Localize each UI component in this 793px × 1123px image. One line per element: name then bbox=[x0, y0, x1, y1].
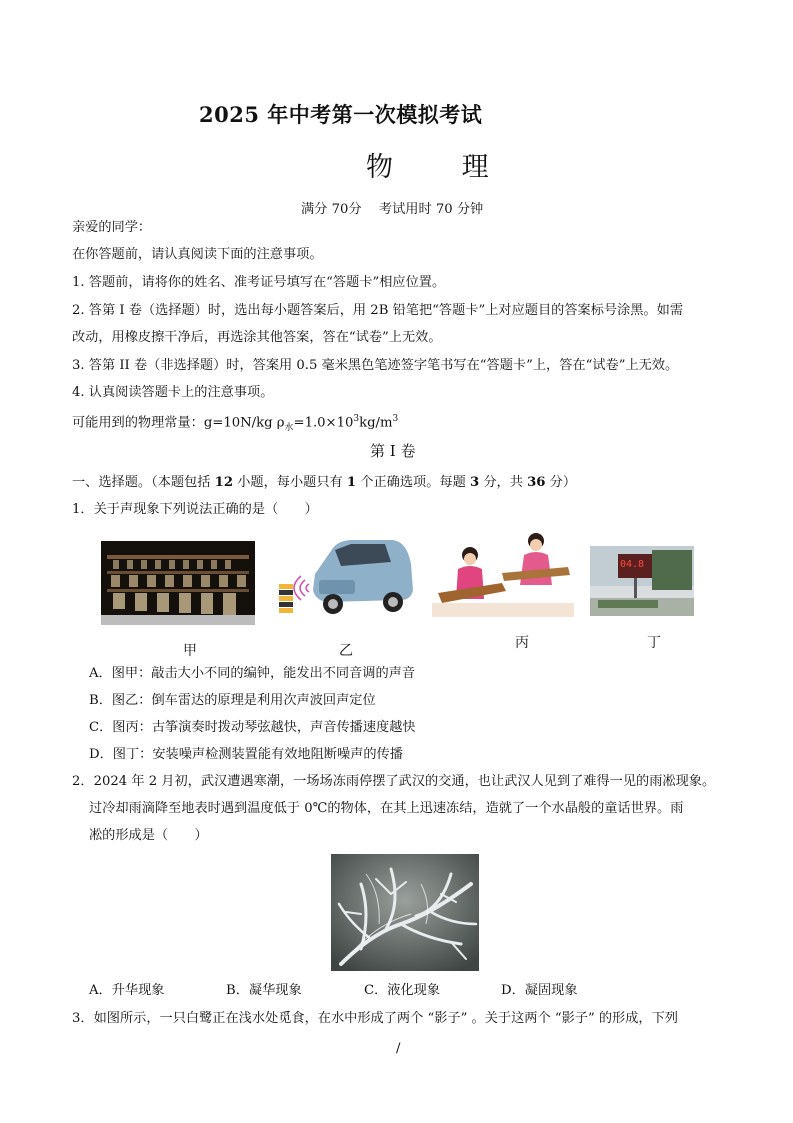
part1-count: 12 bbox=[214, 475, 234, 490]
q2-option-a: A．升华现象 bbox=[89, 983, 165, 998]
noise-monitor-image bbox=[590, 546, 694, 616]
q1-option-d: D．图丁：安装噪声检测装置能有效地阻断噪声的传播 bbox=[89, 747, 403, 762]
guzheng-players-image bbox=[432, 529, 574, 617]
constants-unit: kg/m bbox=[359, 415, 393, 431]
part1-correct-count: 1 bbox=[346, 475, 357, 490]
part1-text-b: 小题，每小题只有 bbox=[233, 475, 347, 490]
q1-option-c: C．图丙：古筝演奏时拨动琴弦越快，声音传播速度越快 bbox=[89, 720, 416, 735]
q1-option-a: A．图甲：敲击大小不同的编钟，能发出不同音调的声音 bbox=[89, 666, 416, 681]
q2-line-1: 2．2024 年 2 月初，武汉遭遇寒潮，一场场冻雨停摆了武汉的交通，也让武汉人见到了难得一见的雨凇现象。 bbox=[72, 774, 716, 789]
section-title: 第 I 卷 bbox=[370, 442, 416, 460]
rime-ice-image bbox=[331, 854, 479, 971]
note-2: 2. 答第 I 卷（选择题）时，选出每小题答案后，用 2B 铅笔把“答题卡”上对应题目的答案标号涂黑。如需 bbox=[72, 303, 683, 318]
part1-text-a: 一、选择题。（本题包括 bbox=[72, 475, 215, 490]
greeting: 亲爱的同学： bbox=[72, 220, 152, 235]
exam-title: 2025 年中考第一次模拟考试 bbox=[199, 102, 483, 127]
q1-stem: 1．关于声现象下列说法正确的是（ ） bbox=[72, 502, 318, 517]
noise-monitor-reading: 04.8 bbox=[620, 559, 645, 570]
intro-line: 在你答题前，请认真阅读下面的注意事项。 bbox=[72, 247, 323, 262]
physics-constants bbox=[72, 410, 398, 437]
subject-title: 物 理 bbox=[366, 152, 519, 183]
q2-option-b: B．凝华现象 bbox=[226, 983, 302, 998]
q2-line-2: 过冷却雨滴降至地表时遇到温度低于 0℃的物体，在其上迅速冻结，造就了一个水晶般的童话世界。雨 bbox=[89, 801, 684, 816]
constants-subscript: 水 bbox=[284, 423, 294, 434]
page-footer: / bbox=[396, 1041, 401, 1056]
part1-points-each: 3 bbox=[469, 475, 480, 490]
part1-text-d: 分，共 bbox=[479, 475, 528, 490]
part1-text-c: 个正确选项。每题 bbox=[356, 475, 470, 490]
q2-option-d: D．凝固现象 bbox=[501, 983, 578, 998]
q2-option-c: C．液化现象 bbox=[364, 983, 441, 998]
parking-radar-car-image bbox=[275, 534, 417, 620]
note-2-continued: 改动，用橡皮擦干净后，再选涂其他答案，答在“试卷”上无效。 bbox=[72, 330, 442, 345]
constants-unit-exponent: 3 bbox=[392, 414, 399, 424]
q2-line-3: 凇的形成是（ ） bbox=[89, 828, 208, 843]
part1-points-total: 36 bbox=[527, 475, 546, 490]
constants-value: =1.0×10 bbox=[293, 415, 354, 431]
caption-ding: 丁 bbox=[647, 635, 661, 651]
caption-bing: 丙 bbox=[515, 635, 529, 651]
note-4: 4. 认真阅读答题卡上的注意事项。 bbox=[72, 385, 274, 400]
part1-heading bbox=[72, 474, 576, 492]
note-3: 3. 答第 II 卷（非选择题）时，答案用 0.5 毫米黑色笔迹签字笔书写在“答题卡”上，答在“试卷”上无效。 bbox=[72, 358, 679, 373]
constants-prefix: 可能用到的物理常量：g=10N/kg ρ bbox=[72, 415, 285, 431]
caption-jia: 甲 bbox=[183, 643, 197, 659]
exam-meta: 满分 70分 考试用时 70 分钟 bbox=[301, 202, 484, 217]
part1-text-e: 分） bbox=[545, 475, 577, 490]
q1-option-b: B．图乙：倒车雷达的原理是利用次声波回声定位 bbox=[89, 693, 376, 708]
constants-exponent: 3 bbox=[353, 414, 360, 424]
chime-bells-image bbox=[101, 541, 255, 625]
caption-yi: 乙 bbox=[339, 643, 353, 659]
q3-stem: 3．如图所示，一只白鹭正在浅水处觅食，在水中形成了两个 “影子” 。关于这两个 “影子” 的形成，下列 bbox=[72, 1011, 678, 1026]
note-1: 1. 答题前，请将你的姓名、准考证号填写在“答题卡”相应位置。 bbox=[72, 275, 446, 290]
